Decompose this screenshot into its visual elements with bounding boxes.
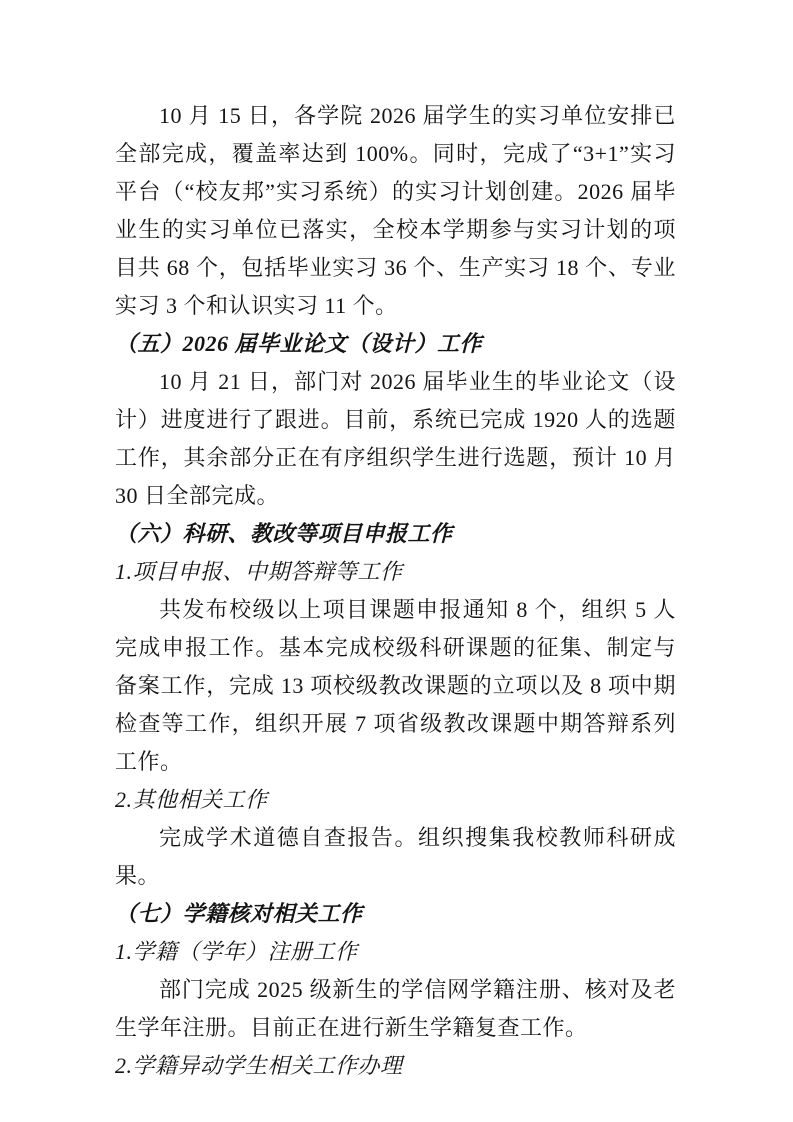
section-heading-6-research-projects: （六）科研、教改等项目申报工作 bbox=[115, 521, 453, 546]
paragraph-status-registration-details: 部门完成 2025 级新生的学信网学籍注册、核对及老生学年注册。目前正在进行新生学籍复查工作。 bbox=[115, 977, 676, 1040]
paragraph-thesis-progress: 10 月 21 日，部门对 2026 届毕业生的毕业论文（设计）进度进行了跟进。目前，系统已完成 1920 人的选题工作，其余部分正在有序组织学生进行选题，预计 10 月 30 日全部完成。 bbox=[115, 369, 676, 508]
paragraph-internship-arrangement: 10 月 15 日，各学院 2026 届学生的实习单位安排已全部完成，覆盖率达到 100%。同时，完成了“3+1”实习平台（“校友邦”实习系统）的实习计划创建。2026 届毕业生的实习单位已落实，全校本学期参与实习计划的项目共 68 个，包括毕业实习 36 个、生产实习 18 个、专业实习 3 个和认识实习 11 个。 bbox=[115, 103, 676, 318]
section-heading-7-student-status-check: （七）学籍核对相关工作 bbox=[115, 901, 363, 926]
paragraph-project-application-details: 共发布校级以上项目课题申报通知 8 个，组织 5 人完成申报工作。基本完成校级科研课题的征集、制定与备案工作，完成 13 项校级教改课题的立项以及 8 项中期检查等工作，组织开展 7 项省级教改课题中期答辩系列工作。 bbox=[115, 597, 676, 774]
subheading-status-registration: 1.学籍（学年）注册工作 bbox=[115, 939, 358, 964]
subheading-other-related-work: 2.其他相关工作 bbox=[115, 787, 268, 812]
subheading-status-change-handling: 2.学籍异动学生相关工作办理 bbox=[115, 1053, 403, 1078]
paragraph-other-related-work-details: 完成学术道德自查报告。组织搜集我校教师科研成果。 bbox=[115, 825, 676, 888]
subheading-project-application: 1.项目申报、中期答辩等工作 bbox=[115, 559, 403, 584]
section-heading-5-thesis-work: （五）2026 届毕业论文（设计）工作 bbox=[115, 331, 483, 356]
document-content bbox=[115, 97, 676, 1085]
